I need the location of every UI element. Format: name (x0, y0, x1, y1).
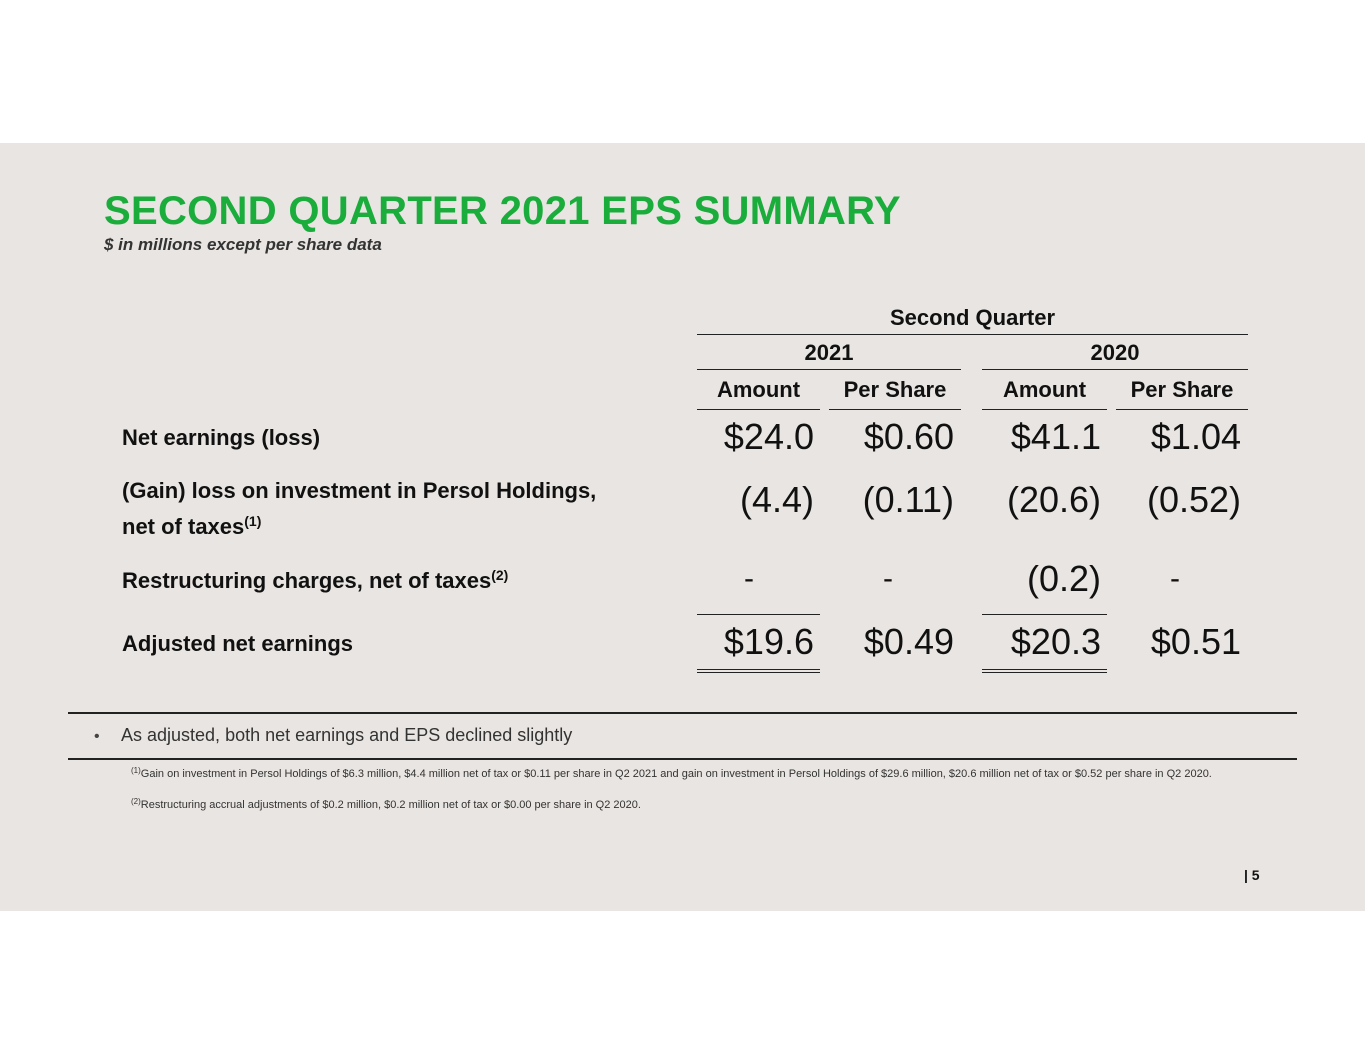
table-cell: (0.2) (1026, 558, 1101, 599)
table-cell: $19.6 (723, 621, 814, 662)
year-2020-rule (982, 369, 1248, 370)
col-rule (982, 409, 1107, 410)
bullet-bottom-rule (68, 758, 1297, 760)
row-gain-loss-label-line2: net of taxes$^{(1)}$ (122, 513, 262, 539)
footnote-1: $^{(1)}$Gain on investment in Persol Holdings of $6.3 million, $4.4 million net of tax or $0.11 per share in Q2 2021 and gain on investment in Persol Holdings of $29.6 million, $20.6 million net of tax or $0.52 per share in Q2 2020. (131, 766, 1212, 780)
slide-subtitle: $ in millions except per share data (104, 235, 382, 254)
year-2021-header: 2021 (804, 340, 854, 365)
page-number: | 5 (1244, 867, 1260, 883)
table-cell: $41.1 (1010, 416, 1101, 457)
table-cell: (0.11) (862, 479, 954, 520)
table-cell: (20.6) (1006, 479, 1101, 520)
total-double-rule (697, 669, 820, 673)
table-cell: $0.51 (1150, 621, 1241, 662)
total-double-rule (982, 669, 1107, 673)
col-rule (829, 409, 961, 410)
footnote-ref: (1) (244, 513, 262, 529)
footnote-ref: (2) (491, 567, 509, 583)
row-gain-loss-label-line1: (Gain) loss on investment in Persol Holdings, (122, 478, 597, 503)
col-per-share-2021: Per Share (843, 377, 947, 402)
row-adjusted-label: Adjusted net earnings (122, 631, 354, 656)
col-per-share-2020: Per Share (1130, 377, 1234, 402)
slide-title: SECOND QUARTER 2021 EPS SUMMARY (104, 189, 901, 233)
col-amount-2021: Amount (716, 377, 801, 402)
bullet-top-rule (68, 712, 1297, 714)
table-cell: (0.52) (1146, 479, 1241, 520)
table-cell: $0.49 (863, 621, 954, 662)
bullet-marker: • (94, 728, 100, 745)
subtotal-rule (982, 614, 1107, 615)
table-cell: $0.60 (863, 416, 954, 457)
table-cell: $24.0 (723, 416, 814, 457)
footnote-2: $^{(2)}$Restructuring accrual adjustments of $0.2 million, $0.2 million net of tax or $0.00 per share in Q2 2020. (131, 797, 641, 811)
subtotal-rule (697, 614, 820, 615)
table-cell: (4.4) (739, 479, 814, 520)
group-header: Second Quarter (889, 305, 1056, 330)
table-cell: $20.3 (1010, 621, 1101, 662)
table-cell: - (744, 562, 754, 595)
row-restructuring-label: Restructuring charges, net of taxes$^{(2)}$ (122, 567, 509, 593)
row-net-earnings-label: Net earnings (loss) (122, 425, 321, 450)
col-rule (697, 409, 820, 410)
table-cell: $1.04 (1150, 416, 1241, 457)
year-2020-header: 2020 (1090, 340, 1140, 365)
bullet-text: As adjusted, both net earnings and EPS declined slightly (121, 725, 573, 745)
col-rule (1116, 409, 1248, 410)
table-cell: - (1170, 562, 1180, 595)
year-2021-rule (697, 369, 961, 370)
col-amount-2020: Amount (1002, 377, 1087, 402)
group-header-rule (697, 334, 1248, 335)
table-cell: - (883, 562, 893, 595)
